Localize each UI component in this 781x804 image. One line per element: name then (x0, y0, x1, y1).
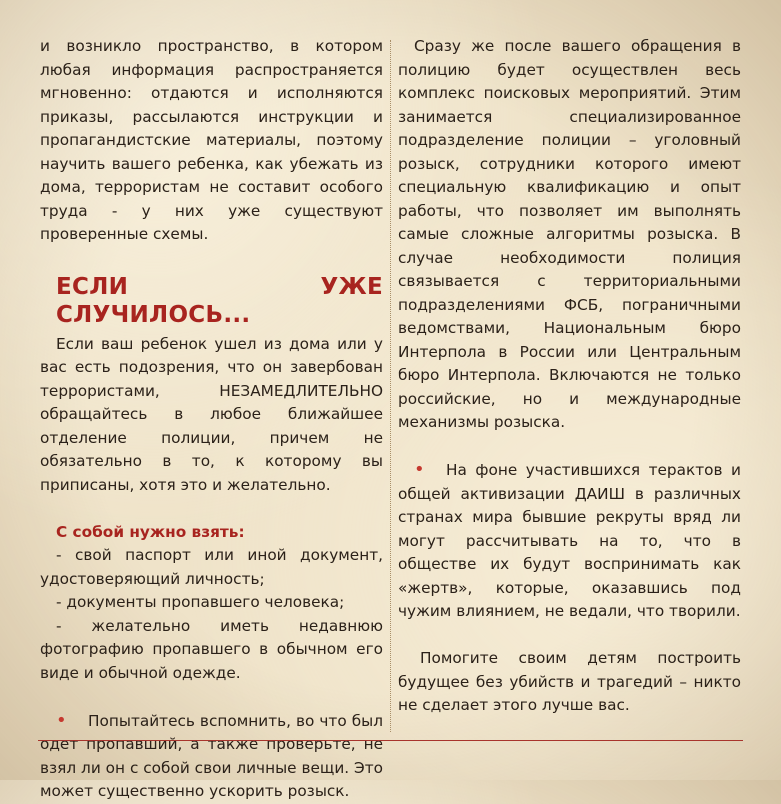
take-with-item: - желательно иметь недавнюю фотографию пропавшего в обычном его виде и обычной одежде. (40, 616, 383, 682)
take-with-heading: С собой нужно взять: (56, 522, 245, 541)
spacer (40, 497, 383, 521)
action-paragraph: Если ваш ребенок ушел из дома или у вас есть подозрения, что он завербован террористами, НЕЗАМЕДЛИТЕЛЬНО обращайтесь в любое ближайшее отделение полиции, причем не обязательно в то, к которому вы приписаны, хотя это и желательно. (40, 334, 383, 494)
section-heading: ЕСЛИ УЖЕ СЛУЧИЛОСЬ... (56, 273, 383, 328)
bullet-icon: • (414, 459, 425, 480)
column-divider (390, 40, 391, 732)
left-column (40, 35, 383, 804)
spacer (398, 624, 741, 648)
bottom-rule (38, 740, 743, 741)
take-with-item: - документы пропавшего человека; (56, 593, 345, 611)
take-with-item: - свой паспорт или иной документ, удостоверяющий личность; (40, 546, 383, 588)
police-paragraph: Сразу же после вашего обращения в полицию будет осуществлен весь комплекс поисковых мероприятий. Этим занимается специализированное подразделение полиции – уголовный розыск, сотрудники которого имеют специальную квалификацию и опыт работы, что позволяет им выполнять самые сложные алгоритмы розыска. В случае необходимости полиция связывается с территориальными подразделениями ФСБ, пограничными ведомствами, Национальным бюро Интерпола в России или Центральным бюро Интерпола. Включаются не только российские, но и международные механизмы розыска. (398, 37, 741, 431)
closing-paragraph: Помогите своим детям построить будущее без убийств и трагедий – никто не сделает этого лучше вас. (398, 649, 741, 714)
spacer (40, 685, 383, 709)
bullet-icon: • (56, 709, 67, 731)
right-column (398, 35, 741, 718)
bullet-paragraph (398, 458, 741, 624)
spacer (398, 435, 741, 459)
bullet-paragraph (40, 709, 383, 804)
bullet-text: На фоне участившихся терактов и общей активизации ДАИШ в различных странах мира бывшие рекруты вряд ли могут рассчитывать на то, что в обществе их будут воспринимать как «жертв», которые, оказавшись под чужим влиянием, не ведали, что творили. (398, 461, 741, 620)
bullet-text: Попытайтесь вспомнить, во что был одет пропавший, а также проверьте, не взял ли он с собой свои личные вещи. Это может существенно ускорить розыск. (40, 711, 383, 800)
intro-paragraph: и возникло пространство, в котором любая информация распространяется мгновенно: отдаются и исполняются приказы, рассылаются инструкции и пропагандистские материалы, поэтому научить вашего ребенка, как убежать из дома, террористам не составит особого труда - у них уже существуют проверенные схемы. (40, 37, 383, 243)
